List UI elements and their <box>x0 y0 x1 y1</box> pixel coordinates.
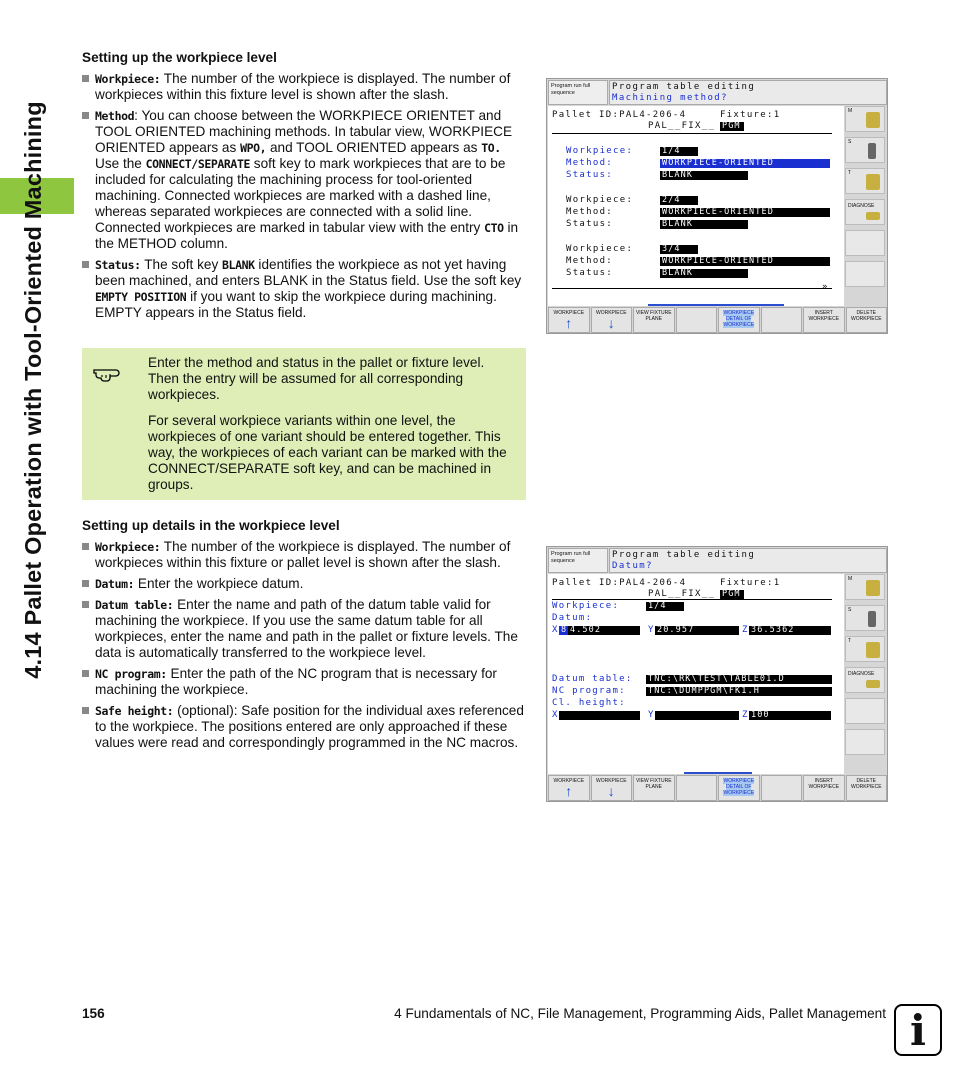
running-footer: 4 Fundamentals of NC, File Management, Programming Aids, Pallet Management <box>394 1006 886 1021</box>
softkey-bar <box>548 775 887 801</box>
softkey-view-fixture[interactable]: VIEW FIXTURE PLANE <box>633 307 675 333</box>
table-editor <box>548 106 844 306</box>
workpiece-field[interactable]: 3/4 <box>660 245 698 254</box>
softkey-workpiece-down[interactable]: WORKPIECE ↓ <box>591 307 633 333</box>
method-field[interactable]: WORKPIECE-ORIENTED <box>660 159 830 168</box>
datum-table-label: Datum table: <box>552 674 633 684</box>
pallet-id-line: Pallet ID:PAL4-206-4 Fixture:1 <box>552 578 781 588</box>
tool-icon <box>866 112 880 128</box>
softkey-blank[interactable] <box>676 775 718 801</box>
chapter-title-text: 4.14 Pallet Operation with Tool-Oriented Machining <box>20 101 46 679</box>
side-blank-button[interactable] <box>845 230 885 256</box>
tool-icon <box>866 642 880 658</box>
datum-x-field[interactable]: 4.502 <box>568 626 640 635</box>
list-item: Datum table: Enter the name and path of the datum table valid for machining the workpiece. If you use the same datum table for all workpieces, enter the name and path in the pallet or fixture levels. The data is automatically transferred to the workpiece level. <box>82 597 526 661</box>
workpiece-label: Workpiece: <box>566 146 634 156</box>
screen-prompt: Machining method? <box>612 93 728 103</box>
side-blank-button[interactable] <box>845 261 885 287</box>
level-path: PAL__FIX__ <box>648 121 716 131</box>
workpiece-label: Workpiece: <box>566 244 634 254</box>
datum-x-cursor[interactable]: 8 <box>561 626 568 635</box>
diagnose-button[interactable]: DIAGNOSE <box>845 667 885 693</box>
table-editor <box>548 574 844 774</box>
safe-y-field[interactable] <box>655 711 739 720</box>
diagnose-icon <box>866 680 880 688</box>
section-workpiece-details <box>82 518 526 756</box>
method-field[interactable]: WORKPIECE-ORIENTED <box>660 257 830 266</box>
screen-prompt: Datum? <box>612 561 653 571</box>
workpiece-field[interactable]: 1/4 <box>660 147 698 156</box>
datum-y-field[interactable]: 20.957 <box>655 626 739 635</box>
softkey-workpiece-detail[interactable]: WORKPIECE DETAIL OF WORKPIECE <box>718 307 760 333</box>
side-softkeys <box>845 574 887 774</box>
note-box <box>82 348 526 500</box>
diagnose-icon <box>866 212 880 220</box>
spindle-m-button[interactable]: M <box>845 574 885 600</box>
list-item: Workpiece: The number of the workpiece is displayed. The number of workpieces within this fixture level is shown after the slash. <box>82 71 526 103</box>
safe-z-field[interactable]: 100 <box>749 711 831 720</box>
softkey-workpiece-detail[interactable]: WORKPIECE DETAIL OF WORKPIECE <box>718 775 760 801</box>
note-text <box>148 355 514 503</box>
softkey-insert-workpiece[interactable]: INSERT WORKPIECE <box>803 775 845 801</box>
divider <box>552 133 832 134</box>
pointing-hand-icon <box>92 360 132 386</box>
datum-x-label: X <box>552 625 559 635</box>
clearance-height-label: Cl. height: <box>552 698 626 708</box>
method-label: Method: <box>566 158 614 168</box>
more-indicator: » <box>822 282 829 292</box>
spindle-icon <box>868 143 876 159</box>
spindle-m-button[interactable]: M <box>845 106 885 132</box>
softkey-view-fixture[interactable]: VIEW FIXTURE PLANE <box>633 775 675 801</box>
datum-label: Datum: <box>552 613 593 623</box>
side-blank-button[interactable] <box>845 698 885 724</box>
softkey-delete-workpiece[interactable]: DELETE WORKPIECE <box>846 775 888 801</box>
list-item: NC program: Enter the path of the NC program that is necessary for machining the workpiece. <box>82 666 526 698</box>
divider <box>552 288 832 289</box>
info-icon: i <box>894 1004 942 1056</box>
tool-icon <box>866 580 880 596</box>
status-field[interactable]: BLANK <box>660 269 748 278</box>
spindle-icon <box>868 611 876 627</box>
list-item: Datum: Enter the workpiece datum. <box>82 576 526 592</box>
screenshot-workpiece-datum <box>546 546 888 802</box>
datum-y-label: Y <box>648 625 655 635</box>
list-item: Safe height: (optional): Safe position for the individual axes referenced to the workpiece. The positions entered are only approached if these values were read and correspondingly programmed in the NC macros. <box>82 703 526 751</box>
softkey-workpiece-up[interactable]: WORKPIECE ↑ <box>548 775 590 801</box>
page-number: 156 <box>82 1006 105 1021</box>
section-heading: Setting up the workpiece level <box>82 50 277 65</box>
status-label: Status: <box>566 170 614 180</box>
divider <box>552 599 832 600</box>
operating-mode-label: Program run full sequence <box>548 80 608 105</box>
safe-z-label: Z <box>742 710 749 720</box>
screen-header <box>609 548 887 573</box>
safe-y-label: Y <box>648 710 655 720</box>
tool-icon <box>866 174 880 190</box>
arrow-down-icon: ↓ <box>607 783 615 799</box>
softkey-insert-workpiece[interactable]: INSERT WORKPIECE <box>803 307 845 333</box>
list-item: Status: The soft key BLANK identifies the workpiece as not yet having been machined, and enters BLANK in the Status field. Use the soft key EMPTY POSITION if you want to skip the workpiece during machining. EMPTY appears in the Status field. <box>82 257 526 321</box>
diagnose-button[interactable]: DIAGNOSE <box>845 199 885 225</box>
spindle-s-button[interactable]: S <box>845 137 885 163</box>
list-item: Method: You can choose between the WORKPIECE ORIENTET and TOOL ORIENTED machining methods. In tabular view, WORKPIECE ORIENTED appears as WPO, and TOOL ORIENTED appears as TO. Use the CONNECT/SEPARATE soft key to mark workpieces that are to be included for calculating the machining process for tool-oriented machining. Connected workpieces are marked with a dashed line, whereas separated workpieces are connected with a solid line. Connected workpieces are marked in tabular view with the entry CTO in the METHOD column. <box>82 108 526 252</box>
level-path: PAL__FIX__ <box>648 589 716 599</box>
pallet-id-line: Pallet ID:PAL4-206-4 Fixture:1 <box>552 110 781 120</box>
method-label: Method: <box>566 256 614 266</box>
note-paragraph: For several workpiece variants within one level, the workpieces of one variant should be entered together. This way, the workpieces of each variant can be marked with the CONNECT/SEPARATE soft key, and can be machined in groups. <box>148 413 507 492</box>
status-label: Status: <box>566 219 614 229</box>
arrow-down-icon: ↓ <box>607 315 615 331</box>
status-field[interactable]: BLANK <box>660 171 748 180</box>
safe-x-field[interactable] <box>559 711 640 720</box>
screenshot-machining-method <box>546 78 888 334</box>
scroll-indicator <box>648 304 784 306</box>
softkey-workpiece-up[interactable]: WORKPIECE ↑ <box>548 307 590 333</box>
note-paragraph: Enter the method and status in the pallet or fixture level. Then the entry will be assumed for all corresponding workpieces. <box>148 355 485 402</box>
section-workpiece-level <box>82 50 526 326</box>
level-path-active: PGM <box>720 122 744 131</box>
section-heading: Setting up details in the workpiece level <box>82 518 340 533</box>
tool-t-button[interactable]: T <box>845 636 885 662</box>
workpiece-label: Workpiece: <box>552 601 620 611</box>
list-item: Workpiece: The number of the workpiece is displayed. The number of workpieces within this fixture or pallet level is shown after the slash. <box>82 539 526 571</box>
datum-z-field[interactable]: 36.5362 <box>749 626 831 635</box>
nc-program-label: NC program: <box>552 686 626 696</box>
datum-table-field[interactable]: TNC:\RK\TEST\TABLE01.D <box>646 675 832 684</box>
workpiece-field[interactable]: 1/4 <box>646 602 684 611</box>
level-path-active: PGM <box>720 590 744 599</box>
datum-z-label: Z <box>742 625 749 635</box>
softkey-blank[interactable] <box>676 307 718 333</box>
side-blank-button[interactable] <box>845 729 885 755</box>
screen-header <box>609 80 887 105</box>
softkey-delete-workpiece[interactable]: DELETE WORKPIECE <box>846 307 888 333</box>
arrow-up-icon: ↑ <box>565 315 573 331</box>
screen-title: Program table editing <box>612 550 756 560</box>
status-field[interactable]: BLANK <box>660 220 748 229</box>
workpiece-field[interactable]: 2/4 <box>660 196 698 205</box>
softkey-bar <box>548 307 887 333</box>
screen-title: Program table editing <box>612 82 756 92</box>
status-label: Status: <box>566 268 614 278</box>
scroll-indicator <box>684 772 752 774</box>
workpiece-label: Workpiece: <box>566 195 634 205</box>
softkey-blank[interactable] <box>761 307 803 333</box>
operating-mode-label: Program run full sequence <box>548 548 608 573</box>
arrow-up-icon: ↑ <box>565 783 573 799</box>
softkey-blank[interactable] <box>761 775 803 801</box>
safe-x-label: X <box>552 710 559 720</box>
method-field[interactable]: WORKPIECE-ORIENTED <box>660 208 830 217</box>
method-label: Method: <box>566 207 614 217</box>
softkey-workpiece-down[interactable]: WORKPIECE ↓ <box>591 775 633 801</box>
spindle-s-button[interactable]: S <box>845 605 885 631</box>
tool-t-button[interactable]: T <box>845 168 885 194</box>
side-softkeys <box>845 106 887 306</box>
nc-program-field[interactable]: TNC:\DUMPPGM\FK1.H <box>646 687 832 696</box>
